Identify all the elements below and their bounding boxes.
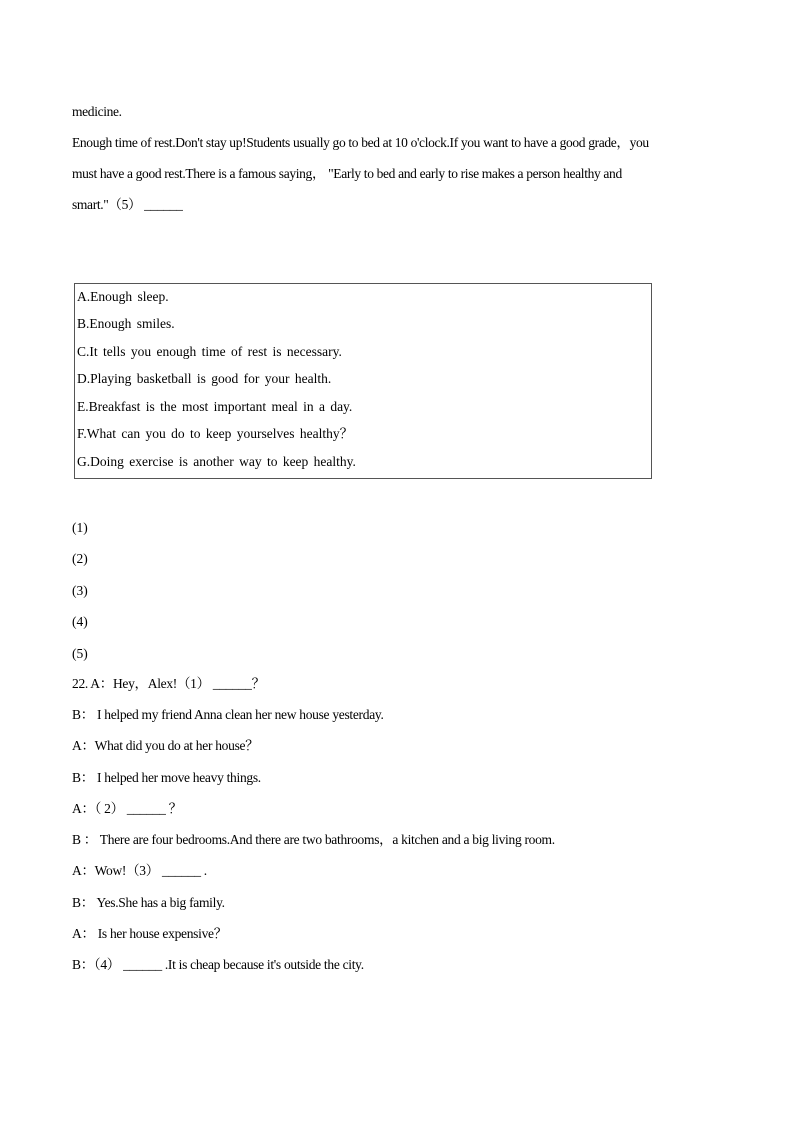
passage-line-3: must have a good rest.There is a famous saying， "Early to bed and early to rise makes a person healthy and: [72, 166, 622, 181]
passage-line-2: Enough time of rest.Don't stay up!Students usually go to bed at 10 o'clock.If you want to have a good grade，you: [72, 135, 649, 150]
answer-3: (3): [72, 583, 88, 598]
q22-line-7: A：Wow!（3） ______ .: [72, 863, 207, 878]
answer-2: (2): [72, 551, 88, 566]
answer-1: (1): [72, 520, 88, 535]
option-d: D.Playing basketball is good for your health.: [77, 371, 332, 386]
options-box: [74, 283, 652, 479]
q22-line-3: A：What did you do at her house？: [72, 738, 259, 753]
option-e: E.Breakfast is the most important meal in a day.: [77, 399, 353, 414]
passage-line-4: smart."（5） ______: [72, 197, 183, 212]
q22-line-5: A：（ 2） ______ ？: [72, 801, 182, 816]
option-f: F.What can you do to keep yourselves healthy？: [77, 426, 354, 441]
passage-line-1: medicine.: [72, 104, 122, 119]
q22-line-8: B： Yes.She has a big family.: [72, 895, 225, 910]
answer-5: (5): [72, 646, 88, 661]
q22-line-2: B： I helped my friend Anna clean her new house yesterday.: [72, 707, 384, 722]
option-a: A.Enough sleep.: [77, 289, 169, 304]
answer-4: (4): [72, 614, 88, 629]
q22-line-10: B：（4） ______ .It is cheap because it's outside the city.: [72, 957, 364, 972]
option-b: B.Enough smiles.: [77, 316, 175, 331]
option-g: G.Doing exercise is another way to keep healthy.: [77, 454, 356, 469]
option-c: C.It tells you enough time of rest is necessary.: [77, 344, 342, 359]
q22-line-1: 22. A：Hey，Alex!（1） ______？: [72, 676, 265, 691]
q22-line-4: B： I helped her move heavy things.: [72, 770, 261, 785]
q22-line-9: A： Is her house expensive？: [72, 926, 227, 941]
q22-line-6: B ： There are four bedrooms.And there are two bathrooms，a kitchen and a big living room.: [72, 832, 555, 847]
